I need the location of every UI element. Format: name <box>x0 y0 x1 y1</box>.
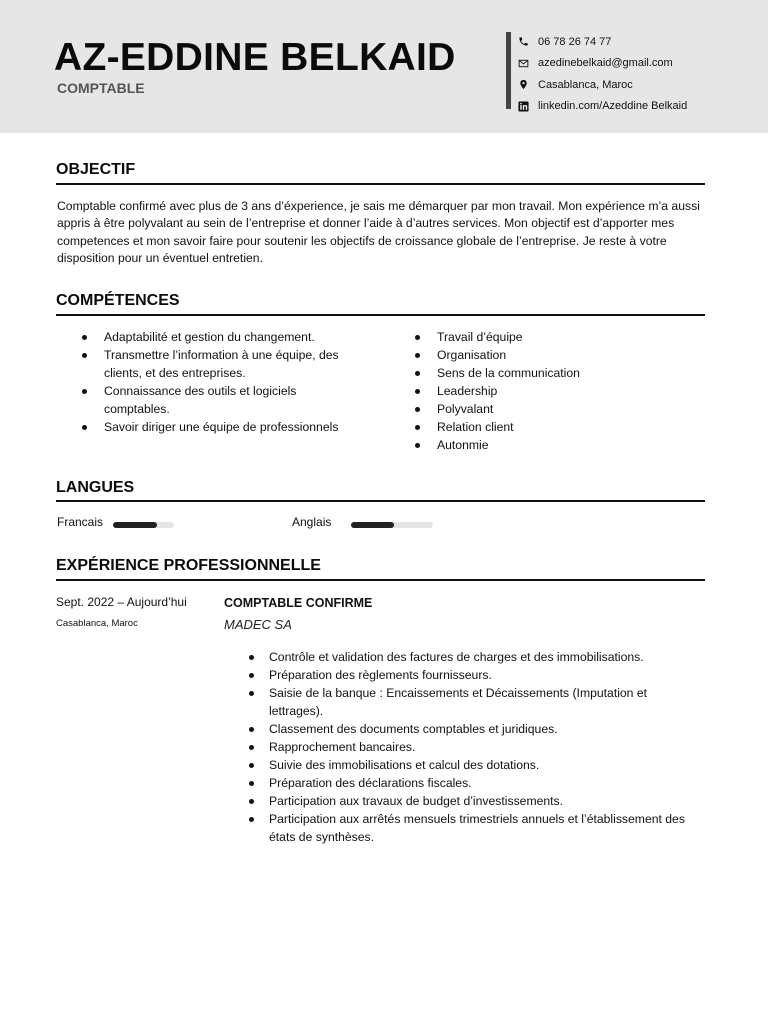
job-company: MADEC SA <box>224 617 292 632</box>
list-item: Sens de la communication <box>437 364 637 382</box>
mail-icon <box>518 58 529 69</box>
list-item: Leadership <box>437 382 637 400</box>
contact-block <box>518 31 758 117</box>
header-band <box>0 0 768 133</box>
phone-text: 06 78 26 74 77 <box>538 35 612 48</box>
list-item: Polyvalant <box>437 400 637 418</box>
language-level-fill <box>113 522 157 528</box>
job-position: COMPTABLE CONFIRME <box>224 596 373 610</box>
list-item: Saisie de la banque : Encaissements et Décaissements (Imputation et lettrages). <box>269 684 699 720</box>
list-item: Autonmie <box>437 436 637 454</box>
objective-text: Comptable confirmé avec plus de 3 ans d’éxperience, je sais me démarquer par mon travail. Mon expérience m’a aussi appris à être polyvalant au sein de l’entreprise et donner l’aide à d’autres services. Mon objectif est d’apporter mes competences et mon savoir faire pour soutenir les objectifs de croissance globale de l’entreprise. Je reste à votre disposition pour un éventuel entretien. <box>57 199 700 266</box>
language-level-fill <box>351 522 394 528</box>
job-tasks-list <box>269 648 699 846</box>
contact-phone <box>518 31 758 53</box>
list-item: Organisation <box>437 346 637 364</box>
language-level-bar <box>113 522 174 528</box>
section-divider <box>56 579 705 581</box>
linkedin-icon <box>518 101 529 112</box>
section-divider <box>56 183 705 185</box>
list-item: Savoir diriger une équipe de professionnels <box>104 418 364 436</box>
phone-icon <box>518 36 529 47</box>
section-divider <box>56 314 705 316</box>
list-item: Rapprochement bancaires. <box>269 738 699 756</box>
section-title-experience: EXPÉRIENCE PROFESSIONNELLE <box>56 557 321 574</box>
section-title-langues: LANGUES <box>56 479 135 496</box>
list-item: Participation aux travaux de budget d’investissements. <box>269 792 699 810</box>
section-title-competences: COMPÉTENCES <box>56 292 180 309</box>
list-item: Transmettre l’information à une équipe, des clients, et des entreprises. <box>104 346 364 382</box>
section-title-objectif: OBJECTIF <box>56 161 136 178</box>
list-item: Connaissance des outils et logiciels comptables. <box>104 382 364 418</box>
list-item: Classement des documents comptables et juridiques. <box>269 720 699 738</box>
contact-divider <box>506 32 511 109</box>
list-item: Relation client <box>437 418 637 436</box>
language-name: Anglais <box>292 515 332 529</box>
list-item: Suivie des immobilisations et calcul des dotations. <box>269 756 699 774</box>
job-location: Casablanca, Maroc <box>56 618 138 629</box>
language-level-bar <box>351 522 433 528</box>
location-text: Casablanca, Maroc <box>538 78 633 91</box>
list-item: Participation aux arrêtés mensuels trimestriels annuels et l’établissement des états de synthèses. <box>269 810 699 846</box>
list-item: Contrôle et validation des factures de charges et des immobilisations. <box>269 648 699 666</box>
skills-list-right <box>437 328 637 454</box>
email-text: azedinebelkaid@gmail.com <box>538 57 673 70</box>
job-title: COMPTABLE <box>57 80 145 96</box>
location-pin-icon <box>518 79 529 90</box>
section-divider <box>56 500 705 502</box>
contact-linkedin[interactable] <box>518 96 758 118</box>
language-name: Francais <box>57 515 104 529</box>
list-item: Préparation des règlements fournisseurs. <box>269 666 699 684</box>
list-item: Adaptabilité et gestion du changement. <box>104 328 364 346</box>
linkedin-text: linkedin.com/Azeddine Belkaid <box>538 100 688 113</box>
contact-location <box>518 74 758 96</box>
candidate-name: AZ-EDDINE BELKAID <box>54 36 456 79</box>
list-item: Préparation des déclarations fiscales. <box>269 774 699 792</box>
list-item: Travail d’équipe <box>437 328 637 346</box>
job-dates: Sept. 2022 – Aujourd’hui <box>56 595 187 609</box>
contact-email[interactable] <box>518 53 758 75</box>
skills-list-left <box>104 328 364 436</box>
